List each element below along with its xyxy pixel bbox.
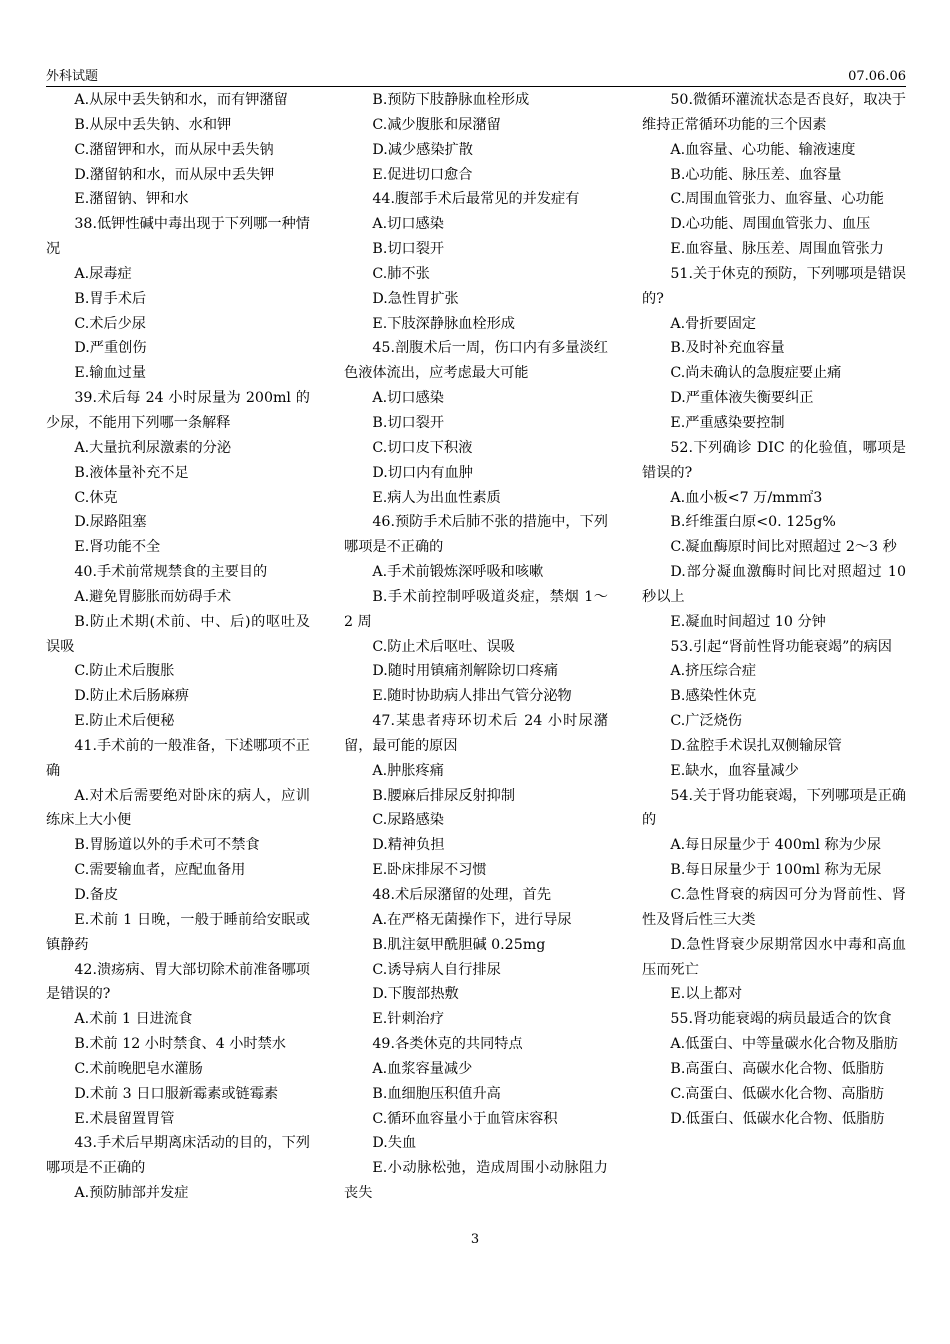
option-line: 44.腹部手术后最常见的并发症有 <box>372 191 580 208</box>
option-line: A.肿胀疼痛 <box>372 762 444 779</box>
question-paragraph: A.从尿中丢失钠和水，而有钾潴留 <box>74 92 288 108</box>
option-line: B.肌注氨甲酰胆碱 0.25mg <box>372 936 546 953</box>
option-line: D.精神负担 <box>372 837 445 854</box>
option-line: C.术后少尿 <box>74 315 146 332</box>
question-paragraph: 46.预防手术后肺不张的措施中，下列哪项是不正确的 <box>344 514 608 556</box>
option-line: E.防止术后便秘 <box>74 713 175 730</box>
option-line: 48.术后尿潴留的处理，首先 <box>372 887 552 903</box>
question-paragraph: 54.关于肾功能衰竭，下列哪项是正确的 <box>642 787 906 829</box>
option-line: E.针刺治疗 <box>372 1011 445 1028</box>
option-line: A.血浆容量减少 <box>372 1060 473 1077</box>
question-paragraph: 50.微循环灌流状态是否良好，取决于维持正常循环功能的三个因素 <box>642 92 906 133</box>
option-line: D.下腹部热敷 <box>372 986 459 1003</box>
option-line: E.下肢深静脉血栓形成 <box>372 315 515 332</box>
question-paragraph: 52.下列确诊 DIC 的化验值，哪项是错误的? <box>642 439 906 481</box>
option-line: D.尿路阻塞 <box>74 514 147 531</box>
question-paragraph: 40.手术前常规禁食的主要目的 <box>74 564 268 581</box>
option-line: B.心功能、脉压差、血容量 <box>670 166 842 183</box>
option-line: E.血容量、脉压差、周围血管张力 <box>670 241 884 258</box>
option-line: E.缺水，血容量减少 <box>670 762 799 779</box>
question-paragraph: A.低蛋白、中等量碳水化合物及脂肪 <box>670 1036 898 1053</box>
option-line: E.促进切口愈合 <box>372 166 473 183</box>
option-line: D.急性胃扩张 <box>372 290 459 307</box>
option-line: B.胃手术后 <box>74 290 147 307</box>
option-line: D.严重体液失衡要纠正 <box>670 390 814 407</box>
option-line: C.肺不张 <box>372 265 430 282</box>
option-line: D.防止术后肠麻痹 <box>74 688 190 705</box>
option-line: D.减少感染扩散 <box>372 141 473 158</box>
option-line: C.术前晚肥皂水灌肠 <box>74 1060 203 1077</box>
option-line: B.纤维蛋白原<0. 125g% <box>670 514 836 531</box>
option-line: A.每日尿量少于 400ml 称为少尿 <box>670 837 882 854</box>
option-line: B.从尿中丢失钠、水和钾 <box>74 116 232 133</box>
option-line: E.肾功能不全 <box>74 539 161 556</box>
option-line: B.切口裂开 <box>372 241 445 258</box>
option-line: B.预防下肢静脉血栓形成 <box>372 92 530 108</box>
option-line: A.避免胃膨胀而妨碍手术 <box>74 588 232 605</box>
option-line: E.卧床排尿不习惯 <box>372 862 487 879</box>
question-paragraph: E.术前 1 日晚，一般于睡前给安眠或镇静药 <box>46 911 310 953</box>
question-paragraph: B.防止术期(术前、中、后)的呕吐及误吸 <box>46 613 310 655</box>
option-line: E.术晨留置胃管 <box>74 1110 175 1127</box>
question-paragraph: C.凝血酶原时间比对照超过 2～3 秒 <box>670 539 897 556</box>
question-paragraph: 55.肾功能衰竭的病员最适合的饮食 <box>670 1011 892 1028</box>
option-line: E.随时协助病人排出气管分泌物 <box>372 688 572 705</box>
option-line: A.在严格无菌操作下，进行导尿 <box>372 911 572 928</box>
option-line: D.盆腔手术误扎双侧输尿管 <box>670 737 842 754</box>
option-line: C.尚未确认的急腹症要止痛 <box>670 365 842 382</box>
column-2 <box>344 88 608 1206</box>
option-line: D.严重创伤 <box>74 340 147 357</box>
header-date: 07.06.06 <box>848 69 906 84</box>
option-line: C.需要输血者，应配血备用 <box>74 862 246 879</box>
option-line: B.切口裂开 <box>372 414 445 431</box>
option-line: A.切口感染 <box>372 390 444 407</box>
option-line: E.凝血时间超过 10 分钟 <box>670 613 826 630</box>
question-paragraph: 41.手术前的一般准备，下述哪项不正确 <box>46 737 310 779</box>
question-paragraph: D.部分凝血激酶时间比对照超过 10 秒以上 <box>642 564 906 605</box>
option-line: D.术前 3 日口服新霉素或链霉素 <box>74 1085 279 1102</box>
option-line: A.挤压综合症 <box>670 663 757 680</box>
option-line: C.周围血管张力、血容量、心功能 <box>670 191 884 208</box>
question-paragraph: 38.低钾性碱中毒出现于下列哪一种情况 <box>46 216 310 258</box>
option-line: B.及时补充血容量 <box>670 340 785 357</box>
option-line: B.术前 12 小时禁食、4 小时禁水 <box>74 1036 286 1053</box>
option-line: C.休克 <box>74 489 118 506</box>
option-line: C.尿路感染 <box>372 812 444 829</box>
option-line: A.切口感染 <box>372 216 444 233</box>
option-line: C.潴留钾和水，而从尿中丢失钠 <box>74 141 274 158</box>
option-line: 49.各类休克的共同特点 <box>372 1036 523 1053</box>
option-line: A.尿毒症 <box>74 265 132 282</box>
option-line: B.胃肠道以外的手术可不禁食 <box>74 837 260 854</box>
column-1 <box>46 88 310 1206</box>
question-paragraph: 39.术后每 24 小时尿量为 200ml 的少尿，不能用下列哪一条解释 <box>46 390 310 431</box>
option-line: A.大量抗利尿激素的分泌 <box>74 439 232 456</box>
option-line: C.减少腹胀和尿潴留 <box>372 116 501 133</box>
option-line: B.感染性休克 <box>670 688 757 705</box>
option-line: A.骨折要固定 <box>670 315 757 332</box>
option-line: D.低蛋白、低碳水化合物、低脂肪 <box>670 1110 885 1127</box>
option-line: B.血细胞压积值升高 <box>372 1085 501 1102</box>
option-line: D.失血 <box>372 1135 417 1152</box>
option-line: C.防止术后腹胀 <box>74 663 175 680</box>
page-header <box>46 66 906 87</box>
option-line: C.循环血容量小于血管床容积 <box>372 1110 558 1127</box>
question-paragraph: 45.剖腹术后一周，伤口内有多量淡红色液体流出，应考虑最大可能 <box>344 340 608 382</box>
option-line: B.每日尿量少于 100ml 称为无尿 <box>670 862 882 879</box>
question-paragraph: 47.某患者痔环切术后 24 小时尿潴留，最可能的原因 <box>344 713 608 754</box>
option-line: D.随时用镇痛剂解除切口疼痛 <box>372 663 559 680</box>
option-line: C.诱导病人自行排尿 <box>372 961 501 978</box>
question-paragraph: E.小动脉松弛，造成周围小动脉阻力丧失 <box>344 1160 608 1202</box>
option-line: A.血小板<7 万/mm㎡3 <box>670 489 823 506</box>
question-paragraph: B.手术前控制呼吸道炎症，禁烟 1～2 周 <box>344 588 608 630</box>
page-number: 3 <box>470 1232 480 1247</box>
option-line: C.切口皮下积液 <box>372 439 473 456</box>
option-line: E.以上都对 <box>670 986 743 1003</box>
option-line: D.心功能、周围血管张力、血压 <box>670 216 871 233</box>
question-paragraph: 43.手术后早期离床活动的目的，下列哪项是不正确的 <box>46 1135 310 1177</box>
option-line: E.潴留钠、钾和水 <box>74 191 189 208</box>
option-line: D.备皮 <box>74 887 119 903</box>
option-line: E.输血过量 <box>74 365 147 382</box>
option-line: D.潴留钠和水，而从尿中丢失钾 <box>74 166 275 183</box>
question-paragraph: 51.关于休克的预防，下列哪项是错误的? <box>642 265 906 307</box>
option-line: A.手术前锻炼深呼吸和咳嗽 <box>372 564 544 581</box>
question-paragraph: 53.引起“肾前性肾功能衰竭”的病因 <box>670 638 892 655</box>
option-line: E.严重感染要控制 <box>670 414 785 431</box>
option-line: A.血容量、心功能、输液速度 <box>670 141 856 158</box>
question-paragraph: C.急性肾衰的病因可分为肾前性、肾性及肾后性三大类 <box>642 887 906 928</box>
option-line: C.防止术后呕吐、误吸 <box>372 638 515 655</box>
column-3 <box>642 88 906 1131</box>
option-line: D.切口内有血肿 <box>372 464 473 481</box>
header-title: 外科试题 <box>46 69 99 84</box>
option-line: B.高蛋白、高碳水化合物、低脂肪 <box>670 1060 884 1077</box>
option-line: B.液体量补充不足 <box>74 464 189 481</box>
option-line: C.高蛋白、低碳水化合物、高脂肪 <box>670 1085 884 1102</box>
option-line: A.术前 1 日进流食 <box>74 1011 193 1028</box>
option-line: C.广泛烧伤 <box>670 713 742 730</box>
question-paragraph: A.对术后需要绝对卧床的病人，应训练床上大小便 <box>46 787 310 829</box>
option-line: B.腰麻后排尿反射抑制 <box>372 787 516 804</box>
question-paragraph: D.急性肾衰少尿期常因水中毒和高血压而死亡 <box>642 936 906 978</box>
question-paragraph: 42.溃疡病、胃大部切除术前准备哪项是错误的? <box>46 961 310 1003</box>
option-line: E.病人为出血性素质 <box>372 489 501 506</box>
option-line: A.预防肺部并发症 <box>74 1185 189 1202</box>
